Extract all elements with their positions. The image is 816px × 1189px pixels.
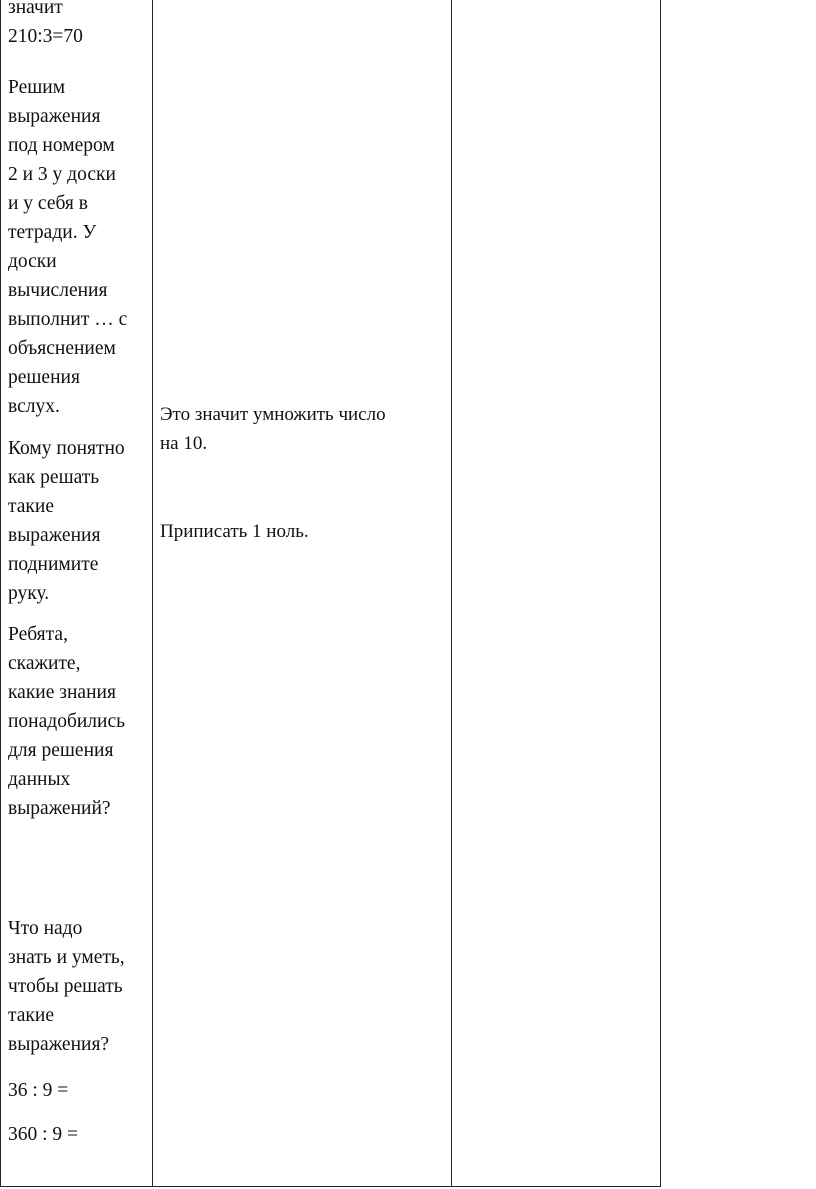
- column-divider-2: [451, 0, 452, 1187]
- student-answer-multiply-by-10: Это значит умножить число на 10.: [160, 404, 386, 454]
- teacher-paragraph-who-understands: Кому понятно как решать такие выражения поднимите руку.: [8, 438, 125, 604]
- teacher-paragraph-solve-instructions: Решим выражения под номером 2 и 3 у доски и у себя в тетради. У доски вычисления выполнит … с объяснением решения вслух.: [8, 77, 128, 417]
- teacher-expression-36-div-9: 36 : 9 =: [8, 1080, 69, 1101]
- teacher-expression-360-div-9: 360 : 9 =: [8, 1124, 79, 1145]
- teacher-paragraph-result: значит 210:3=70: [8, 0, 83, 47]
- teacher-paragraph-knowledge-question: Ребята, скажите, какие знания понадобились для решения данных выражений?: [8, 624, 126, 819]
- teacher-paragraph-skills-question: Что надо знать и уметь, чтобы решать такие выражения?: [8, 918, 125, 1055]
- student-answer-append-zero: Приписать 1 ноль.: [160, 521, 309, 542]
